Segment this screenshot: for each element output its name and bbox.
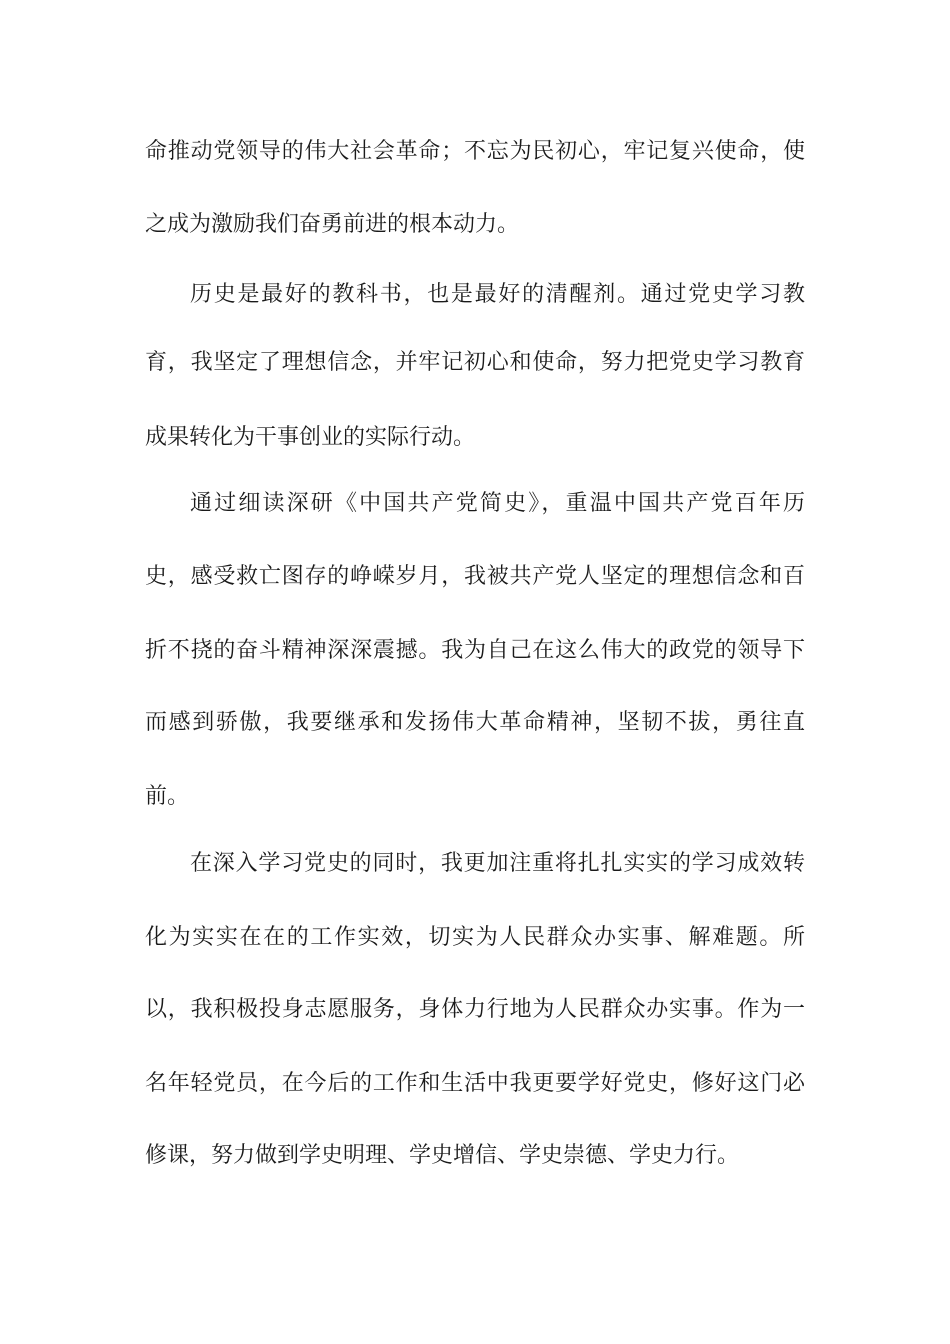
text-line: 化为实实在在的工作实效，切实为人民群众办实事、解难题。所 <box>145 925 805 950</box>
text-line: 以，我积极投身志愿服务，身体力行地为人民群众办实事。作为一 <box>145 997 805 1022</box>
text-line: 育，我坚定了理想信念，并牢记初心和使命，努力把党史学习教育 <box>145 350 805 375</box>
text-line: 在深入学习党史的同时，我更加注重将扎扎实实的学习成效转 <box>190 851 805 876</box>
text-line: 命推动党领导的伟大社会革命；不忘为民初心，牢记复兴使命，使 <box>145 139 805 164</box>
text-line: 修课，努力做到学史明理、学史增信、学史崇德、学史力行。 <box>145 1143 740 1168</box>
text-line: 折不挠的奋斗精神深深震撼。我为自己在这么伟大的政党的领导下 <box>145 638 805 663</box>
text-line: 名年轻党员，在今后的工作和生活中我更要学好党史，修好这门必 <box>145 1071 805 1096</box>
text-line: 史，感受救亡图存的峥嵘岁月，我被共产党人坚定的理想信念和百 <box>145 564 805 589</box>
text-line: 前。 <box>145 784 190 809</box>
text-line: 而感到骄傲，我要继承和发扬伟大革命精神，坚韧不拔，勇往直 <box>145 710 805 735</box>
text-line: 历史是最好的教科书，也是最好的清醒剂。通过党史学习教 <box>190 282 805 307</box>
text-line: 通过细读深研《中国共产党简史》，重温中国共产党百年历 <box>190 491 805 516</box>
text-line: 成果转化为干事创业的实际行动。 <box>145 425 476 450</box>
text-line: 之成为激励我们奋勇前进的根本动力。 <box>145 212 520 237</box>
